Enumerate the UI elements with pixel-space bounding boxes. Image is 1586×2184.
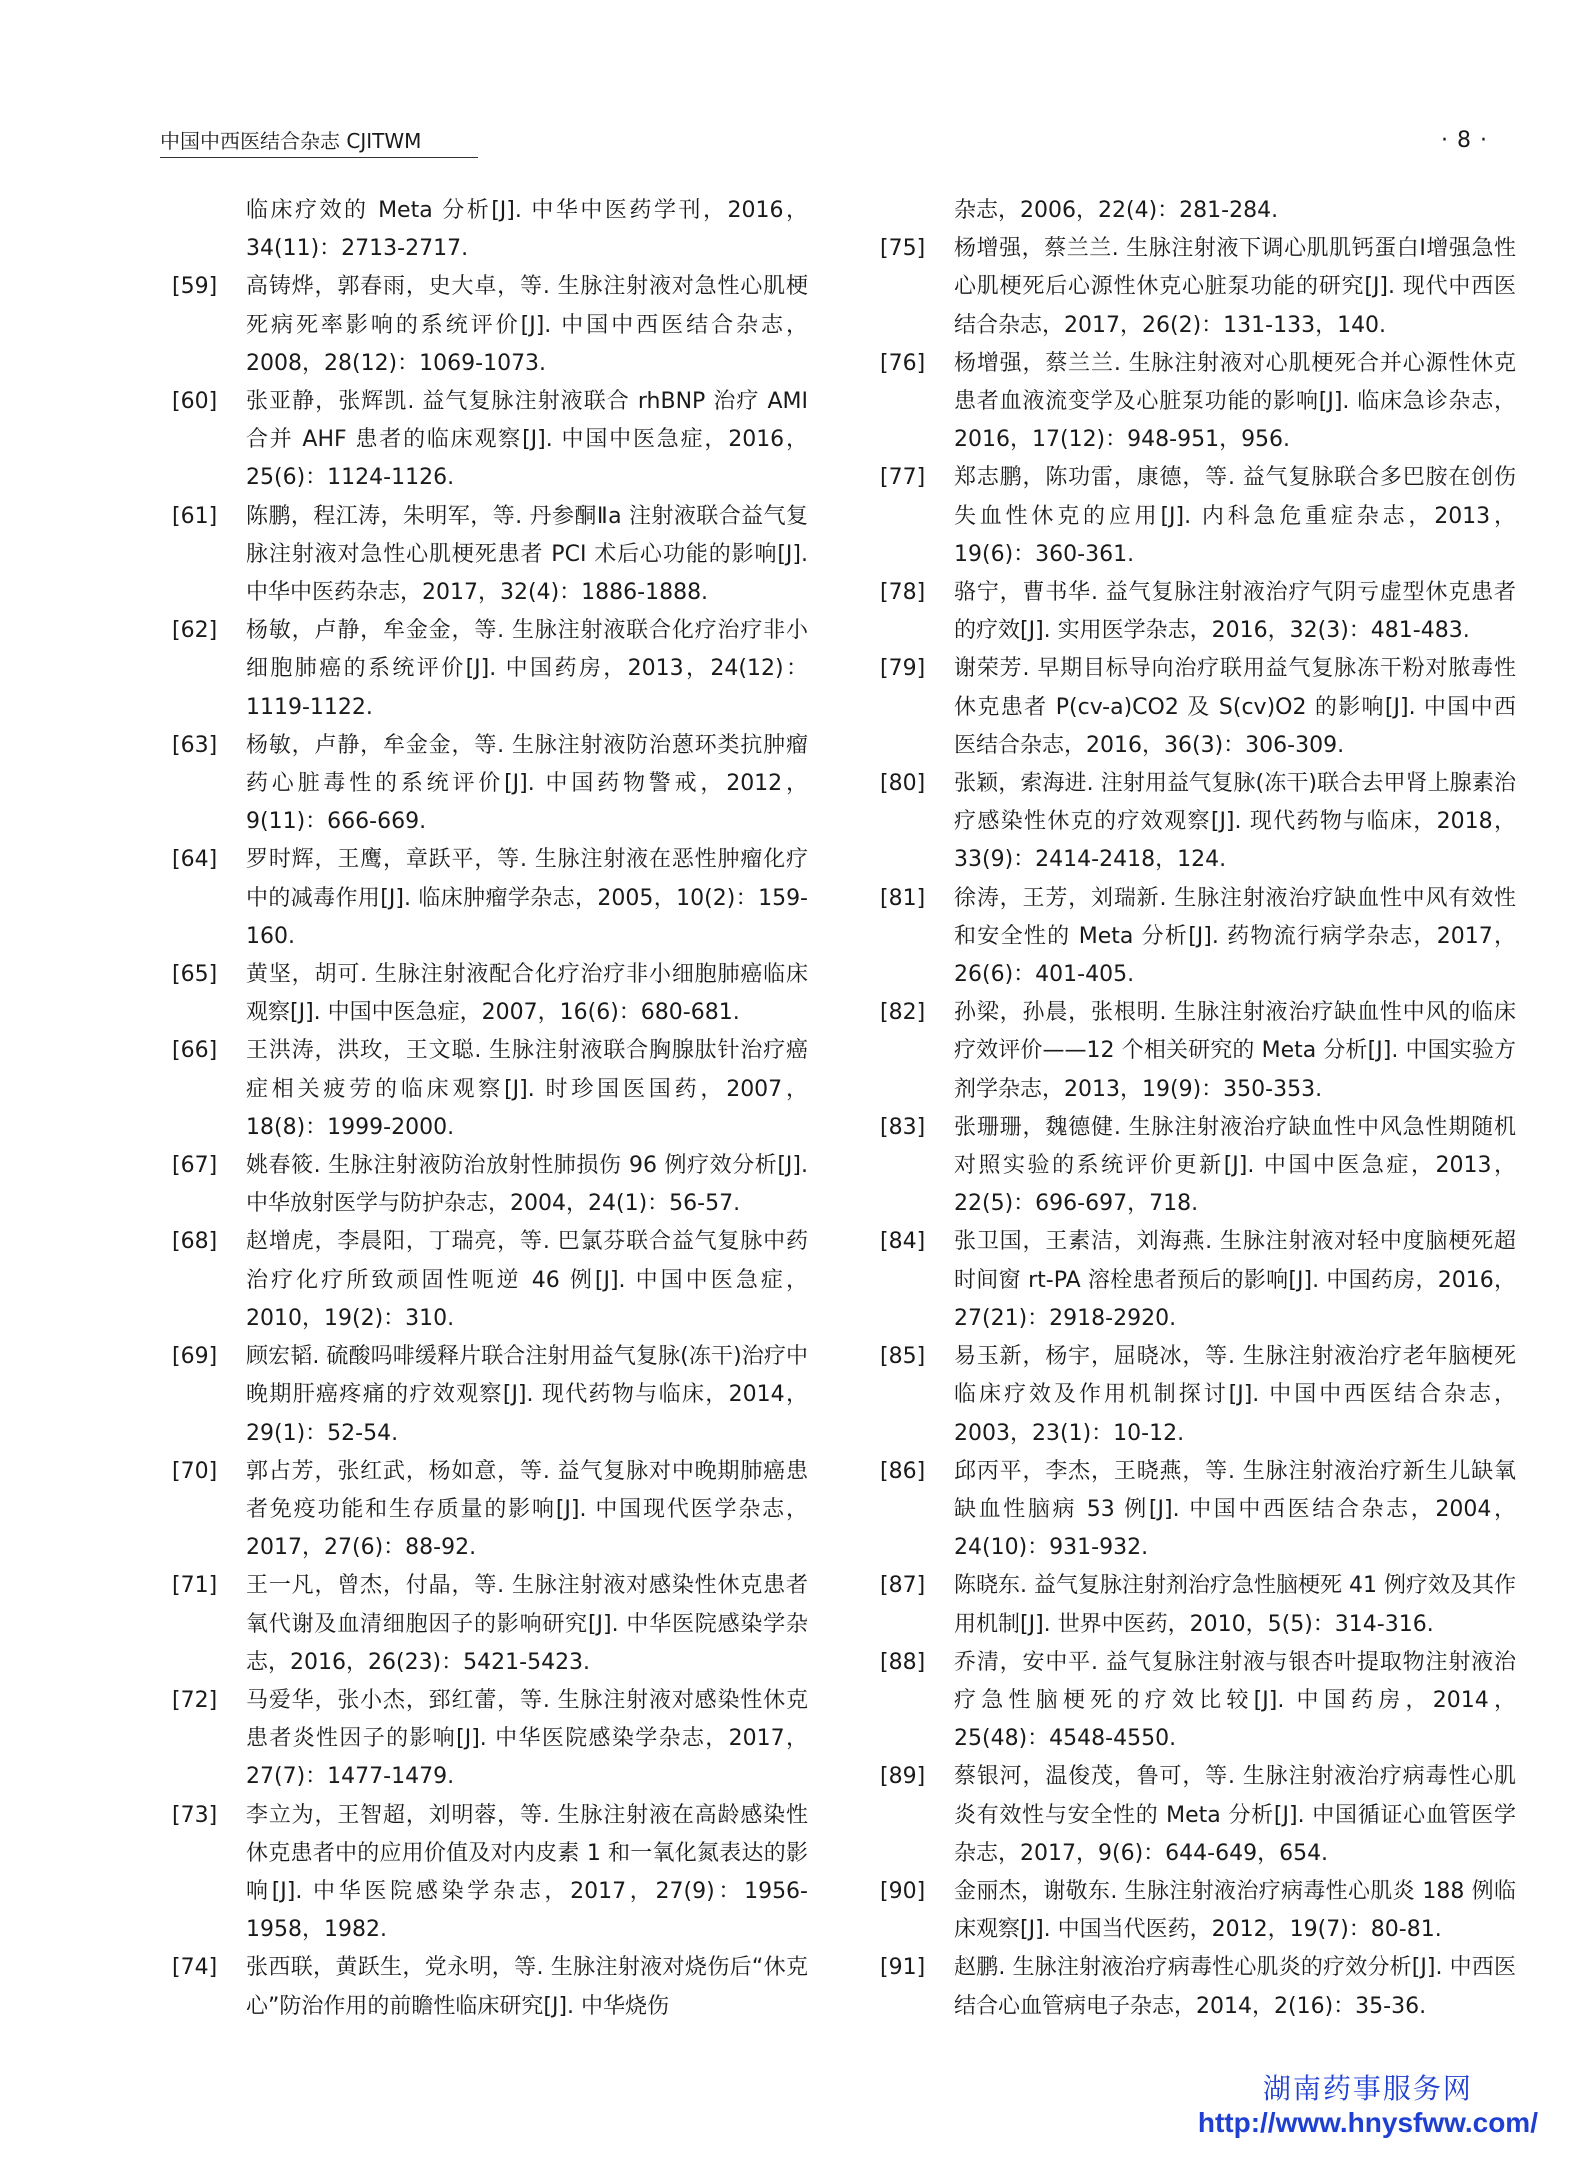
reference-number: [72] xyxy=(172,1687,218,1713)
reference-entry xyxy=(868,1758,1516,1873)
reference-entry xyxy=(160,1682,808,1797)
reference-entry xyxy=(160,1338,808,1453)
reference-number: [62] xyxy=(172,618,218,644)
reference-entry xyxy=(868,230,1516,345)
reference-entry xyxy=(868,650,1516,765)
reference-text: 张西联，黄跃生，党永明，等. 生脉注射液对烧伤后“休克心”防治作用的前瞻性临床研究[J]. 中华烧伤 xyxy=(246,1955,808,2019)
reference-number: [76] xyxy=(880,350,926,376)
reference-entry xyxy=(868,459,1516,574)
reference-text: 李立为，王智超，刘明蓉，等. 生脉注射液在高龄感染性休克患者中的应用价值及对内皮素 1 和一氧化氮表达的影响[J]. 中华医院感染学杂志，2017，27(9)：1956-1958，1982. xyxy=(246,1802,808,1943)
site-watermark xyxy=(1198,2072,1538,2140)
reference-text: 谢荣芳. 早期目标导向治疗联用益气复脉冻干粉对脓毒性休克患者 P(cv-a)CO2 及 S(cv)O2 的影响[J]. 中国中西医结合杂志，2016，36(3)：306-309. xyxy=(954,656,1516,758)
reference-text: 骆宁，曹书华. 益气复脉注射液治疗气阴亏虚型休克患者的疗效[J]. 实用医学杂志，2016，32(3)：481-483. xyxy=(954,580,1516,644)
reference-text: 张颖，索海进. 注射用益气复脉(冻干)联合去甲肾上腺素治疗感染性休克的疗效观察[J]. 现代药物与临床，2018，33(9)：2414-2418，124. xyxy=(954,771,1516,873)
reference-number: [79] xyxy=(880,656,926,682)
reference-number: [80] xyxy=(880,771,926,797)
reference-number: [85] xyxy=(880,1344,926,1370)
reference-text: 金丽杰，谢敬东. 生脉注射液治疗病毒性心肌炎 188 例临床观察[J]. 中国当代医药，2012，19(7)：80-81. xyxy=(954,1878,1516,1943)
reference-text: 邱丙平，李杰，王晓燕，等. 生脉注射液治疗新生儿缺氧缺血性脑病 53 例[J]. 中国中西医结合杂志，2004，24(10)：931-932. xyxy=(954,1458,1516,1561)
reference-text: 马爱华，张小杰，郅红蕾，等. 生脉注射液对感染性休克患者炎性因子的影响[J]. 中华医院感染学杂志，2017，27(7)：1477-1479. xyxy=(246,1687,808,1790)
reference-number: [69] xyxy=(172,1344,218,1370)
reference-text: 陈鹏，程江涛，朱明军，等. 丹参酮Ⅱa 注射液联合益气复脉注射液对急性心肌梗死患者 PCI 术后心功能的影响[J]. 中华中医药杂志，2017，32(4)：1886-1888. xyxy=(246,503,808,606)
reference-entry xyxy=(868,1567,1516,1643)
reference-text: 罗时辉，王鹰，章跃平，等. 生脉注射液在恶性肿瘤化疗中的减毒作用[J]. 临床肿瘤学杂志，2005，10(2)：159-160. xyxy=(246,847,808,949)
reference-text: 乔清，安中平. 益气复脉注射液与银杏叶提取物注射液治疗急性脑梗死的疗效比较[J]. 中国药房，2014，25(48)：4548-4550. xyxy=(954,1649,1516,1752)
reference-entry xyxy=(868,574,1516,650)
reference-number: [65] xyxy=(172,962,218,988)
reference-entry xyxy=(868,994,1516,1109)
reference-entry xyxy=(868,1644,1516,1759)
reference-entry xyxy=(160,956,808,1032)
reference-entry xyxy=(868,880,1516,995)
reference-number: [66] xyxy=(172,1038,218,1064)
reference-entry xyxy=(868,1949,1516,2025)
reference-entry xyxy=(160,841,808,956)
reference-number: [90] xyxy=(880,1878,926,1904)
reference-entry xyxy=(868,1223,1516,1338)
reference-text: 杨增强，蔡兰兰. 生脉注射液对心肌梗死合并心源性休克患者血液流变学及心脏泵功能的影响[J]. 临床急诊杂志，2016，17(12)：948-951，956. xyxy=(954,350,1516,453)
reference-continuation: 临床疗效的 Meta 分析[J]. 中华中医药学刊，2016，34(11)：2713-2717. xyxy=(246,198,808,262)
reference-entry xyxy=(868,765,1516,880)
reference-text: 高铸烨，郭春雨，史大卓，等. 生脉注射液对急性心肌梗死病死率影响的系统评价[J]. 中国中西医结合杂志，2008，28(12)：1069-1073. xyxy=(246,274,808,376)
reference-entry xyxy=(868,1873,1516,1949)
reference-number: [67] xyxy=(172,1153,218,1179)
reference-entry xyxy=(868,1453,1516,1568)
reference-number: [88] xyxy=(880,1649,926,1675)
watermark-url[interactable]: http://www.hnysfww.com/ xyxy=(1197,2107,1538,2138)
watermark-site-name: 湖南药事服务网 xyxy=(1262,2072,1473,2105)
reference-text: 顾宏韬. 硫酸吗啡缓释片联合注射用益气复脉(冻干)治疗中晚期肝癌疼痛的疗效观察[J]. 现代药物与临床，2014，29(1)：52-54. xyxy=(246,1344,808,1446)
reference-number: [73] xyxy=(172,1802,218,1828)
reference-entry xyxy=(160,1223,808,1338)
reference-text: 郑志鹏，陈功雷，康德，等. 益气复脉联合多巴胺在创伤失血性休克的应用[J]. 内科急危重症杂志，2013，19(6)：360-361. xyxy=(954,465,1516,567)
reference-text: 王一凡，曾杰，付晶，等. 生脉注射液对感染性休克患者氧代谢及血清细胞因子的影响研究[J]. 中华医院感染学杂志，2016，26(23)：5421-5423. xyxy=(246,1573,808,1675)
reference-number: [75] xyxy=(880,236,926,262)
reference-entry xyxy=(160,498,808,613)
page-number: · 8 · xyxy=(1441,128,1488,153)
reference-text: 陈晓东. 益气复脉注射剂治疗急性脑梗死 41 例疗效及其作用机制[J]. 世界中医药，2010，5(5)：314-316. xyxy=(954,1573,1516,1637)
reference-entry xyxy=(868,345,1516,460)
reference-number: [81] xyxy=(880,885,926,911)
reference-number: [86] xyxy=(880,1458,926,1484)
reference-number: [83] xyxy=(880,1114,926,1140)
reference-text: 杨敏，卢静，牟金金，等. 生脉注射液联合化疗治疗非小细胞肺癌的系统评价[J]. 中国药房，2013，24(12)：1119-1122. xyxy=(246,618,808,720)
reference-entry xyxy=(160,268,808,383)
reference-text: 徐涛，王芳，刘瑞新. 生脉注射液治疗缺血性中风有效性和安全性的 Meta 分析[J]. 药物流行病学杂志，2017，26(6)：401-405. xyxy=(954,885,1516,988)
reference-text: 杨增强，蔡兰兰. 生脉注射液下调心肌肌钙蛋白Ⅰ增强急性心肌梗死后心源性休克心脏泵功能的研究[J]. 现代中西医结合杂志，2017，26(2)：131-133，140. xyxy=(954,236,1516,338)
reference-entry xyxy=(160,1453,808,1568)
reference-text: 姚春筱. 生脉注射液防治放射性肺损伤 96 例疗效分析[J]. 中华放射医学与防护杂志，2004，24(1)：56-57. xyxy=(246,1153,808,1217)
reference-text: 赵鹏. 生脉注射液治疗病毒性心肌炎的疗效分析[J]. 中西医结合心血管病电子杂志，2014，2(16)：35-36. xyxy=(954,1955,1516,2019)
reference-entry xyxy=(160,1032,808,1147)
reference-entry xyxy=(868,1338,1516,1453)
reference-number: [63] xyxy=(172,732,218,758)
header-rule xyxy=(160,157,478,158)
reference-text: 孙梁，孙晨，张根明. 生脉注射液治疗缺血性中风的临床疗效评价——12 个相关研究的 Meta 分析[J]. 中国实验方剂学杂志，2013，19(9)：350-353. xyxy=(954,1000,1516,1102)
reference-number: [60] xyxy=(172,389,218,415)
reference-entry xyxy=(160,383,808,498)
reference-number: [78] xyxy=(880,580,926,606)
reference-text: 蔡银河，温俊茂，鲁可，等. 生脉注射液治疗病毒性心肌炎有效性与安全性的 Meta 分析[J]. 中国循证心血管医学杂志，2017，9(6)：644-649，654. xyxy=(954,1764,1516,1866)
reference-number: [87] xyxy=(880,1573,926,1599)
reference-number: [68] xyxy=(172,1229,218,1255)
reference-text: 黄坚，胡可. 生脉注射液配合化疗治疗非小细胞肺癌临床观察[J]. 中国中医急症，2007，16(6)：680-681. xyxy=(246,962,808,1026)
reference-text: 杨敏，卢静，牟金金，等. 生脉注射液防治蒽环类抗肿瘤药心脏毒性的系统评价[J]. 中国药物警戒，2012，9(11)：666-669. xyxy=(246,732,808,835)
reference-number: [89] xyxy=(880,1764,926,1790)
reference-continuation: 杂志，2006，22(4)：281-284. xyxy=(954,198,1279,223)
reference-text: 赵增虎，李晨阳，丁瑞亮，等. 巴氯芬联合益气复脉中药治疗化疗所致顽固性呃逆 46 例[J]. 中国中医急症，2010，19(2)：310. xyxy=(246,1229,808,1331)
reference-entry xyxy=(160,1949,808,2025)
reference-number: [84] xyxy=(880,1229,926,1255)
reference-text: 王洪涛，洪玫，王文聪. 生脉注射液联合胸腺肽针治疗癌症相关疲劳的临床观察[J]. 时珍国医国药，2007，18(8)：1999-2000. xyxy=(246,1038,808,1140)
reference-text: 张珊珊，魏德健. 生脉注射液治疗缺血性中风急性期随机对照实验的系统评价更新[J]. 中国中医急症，2013，22(5)：696-697，718. xyxy=(954,1114,1516,1217)
reference-entry xyxy=(868,1109,1516,1224)
running-header xyxy=(160,124,1488,160)
reference-number: [77] xyxy=(880,465,926,491)
reference-number: [59] xyxy=(172,274,218,300)
reference-entry xyxy=(160,612,808,727)
reference-number: [61] xyxy=(172,503,218,529)
reference-number: [71] xyxy=(172,1573,218,1599)
reference-number: [74] xyxy=(172,1955,218,1981)
reference-number: [91] xyxy=(880,1955,926,1981)
reference-entry xyxy=(160,727,808,842)
reference-text: 易玉新，杨宇，屈晓冰，等. 生脉注射液治疗老年脑梗死临床疗效及作用机制探讨[J]. 中国中西医结合杂志，2003，23(1)：10-12. xyxy=(954,1344,1516,1446)
reference-entry xyxy=(160,1567,808,1682)
reference-text: 张卫国，王素洁，刘海燕. 生脉注射液对轻中度脑梗死超时间窗 rt-PA 溶栓患者预后的影响[J]. 中国药房，2016，27(21)：2918-2920. xyxy=(954,1229,1516,1331)
reference-entry xyxy=(160,1147,808,1223)
reference-entry xyxy=(160,1797,808,1950)
right-column-references xyxy=(868,192,1516,2026)
journal-name: 中国中西医结合杂志 CJITWM xyxy=(160,129,422,153)
reference-number: [70] xyxy=(172,1458,218,1484)
left-column-references xyxy=(160,192,808,2026)
reference-number: [82] xyxy=(880,1000,926,1026)
reference-text: 郭占芳，张红武，杨如意，等. 益气复脉对中晚期肺癌患者免疫功能和生存质量的影响[J]. 中国现代医学杂志，2017，27(6)：88-92. xyxy=(246,1458,808,1561)
reference-number: [64] xyxy=(172,847,218,873)
reference-text: 张亚静，张辉凯. 益气复脉注射液联合 rhBNP 治疗 AMI 合并 AHF 患者的临床观察[J]. 中国中医急症，2016，25(6)：1124-1126. xyxy=(246,389,808,491)
